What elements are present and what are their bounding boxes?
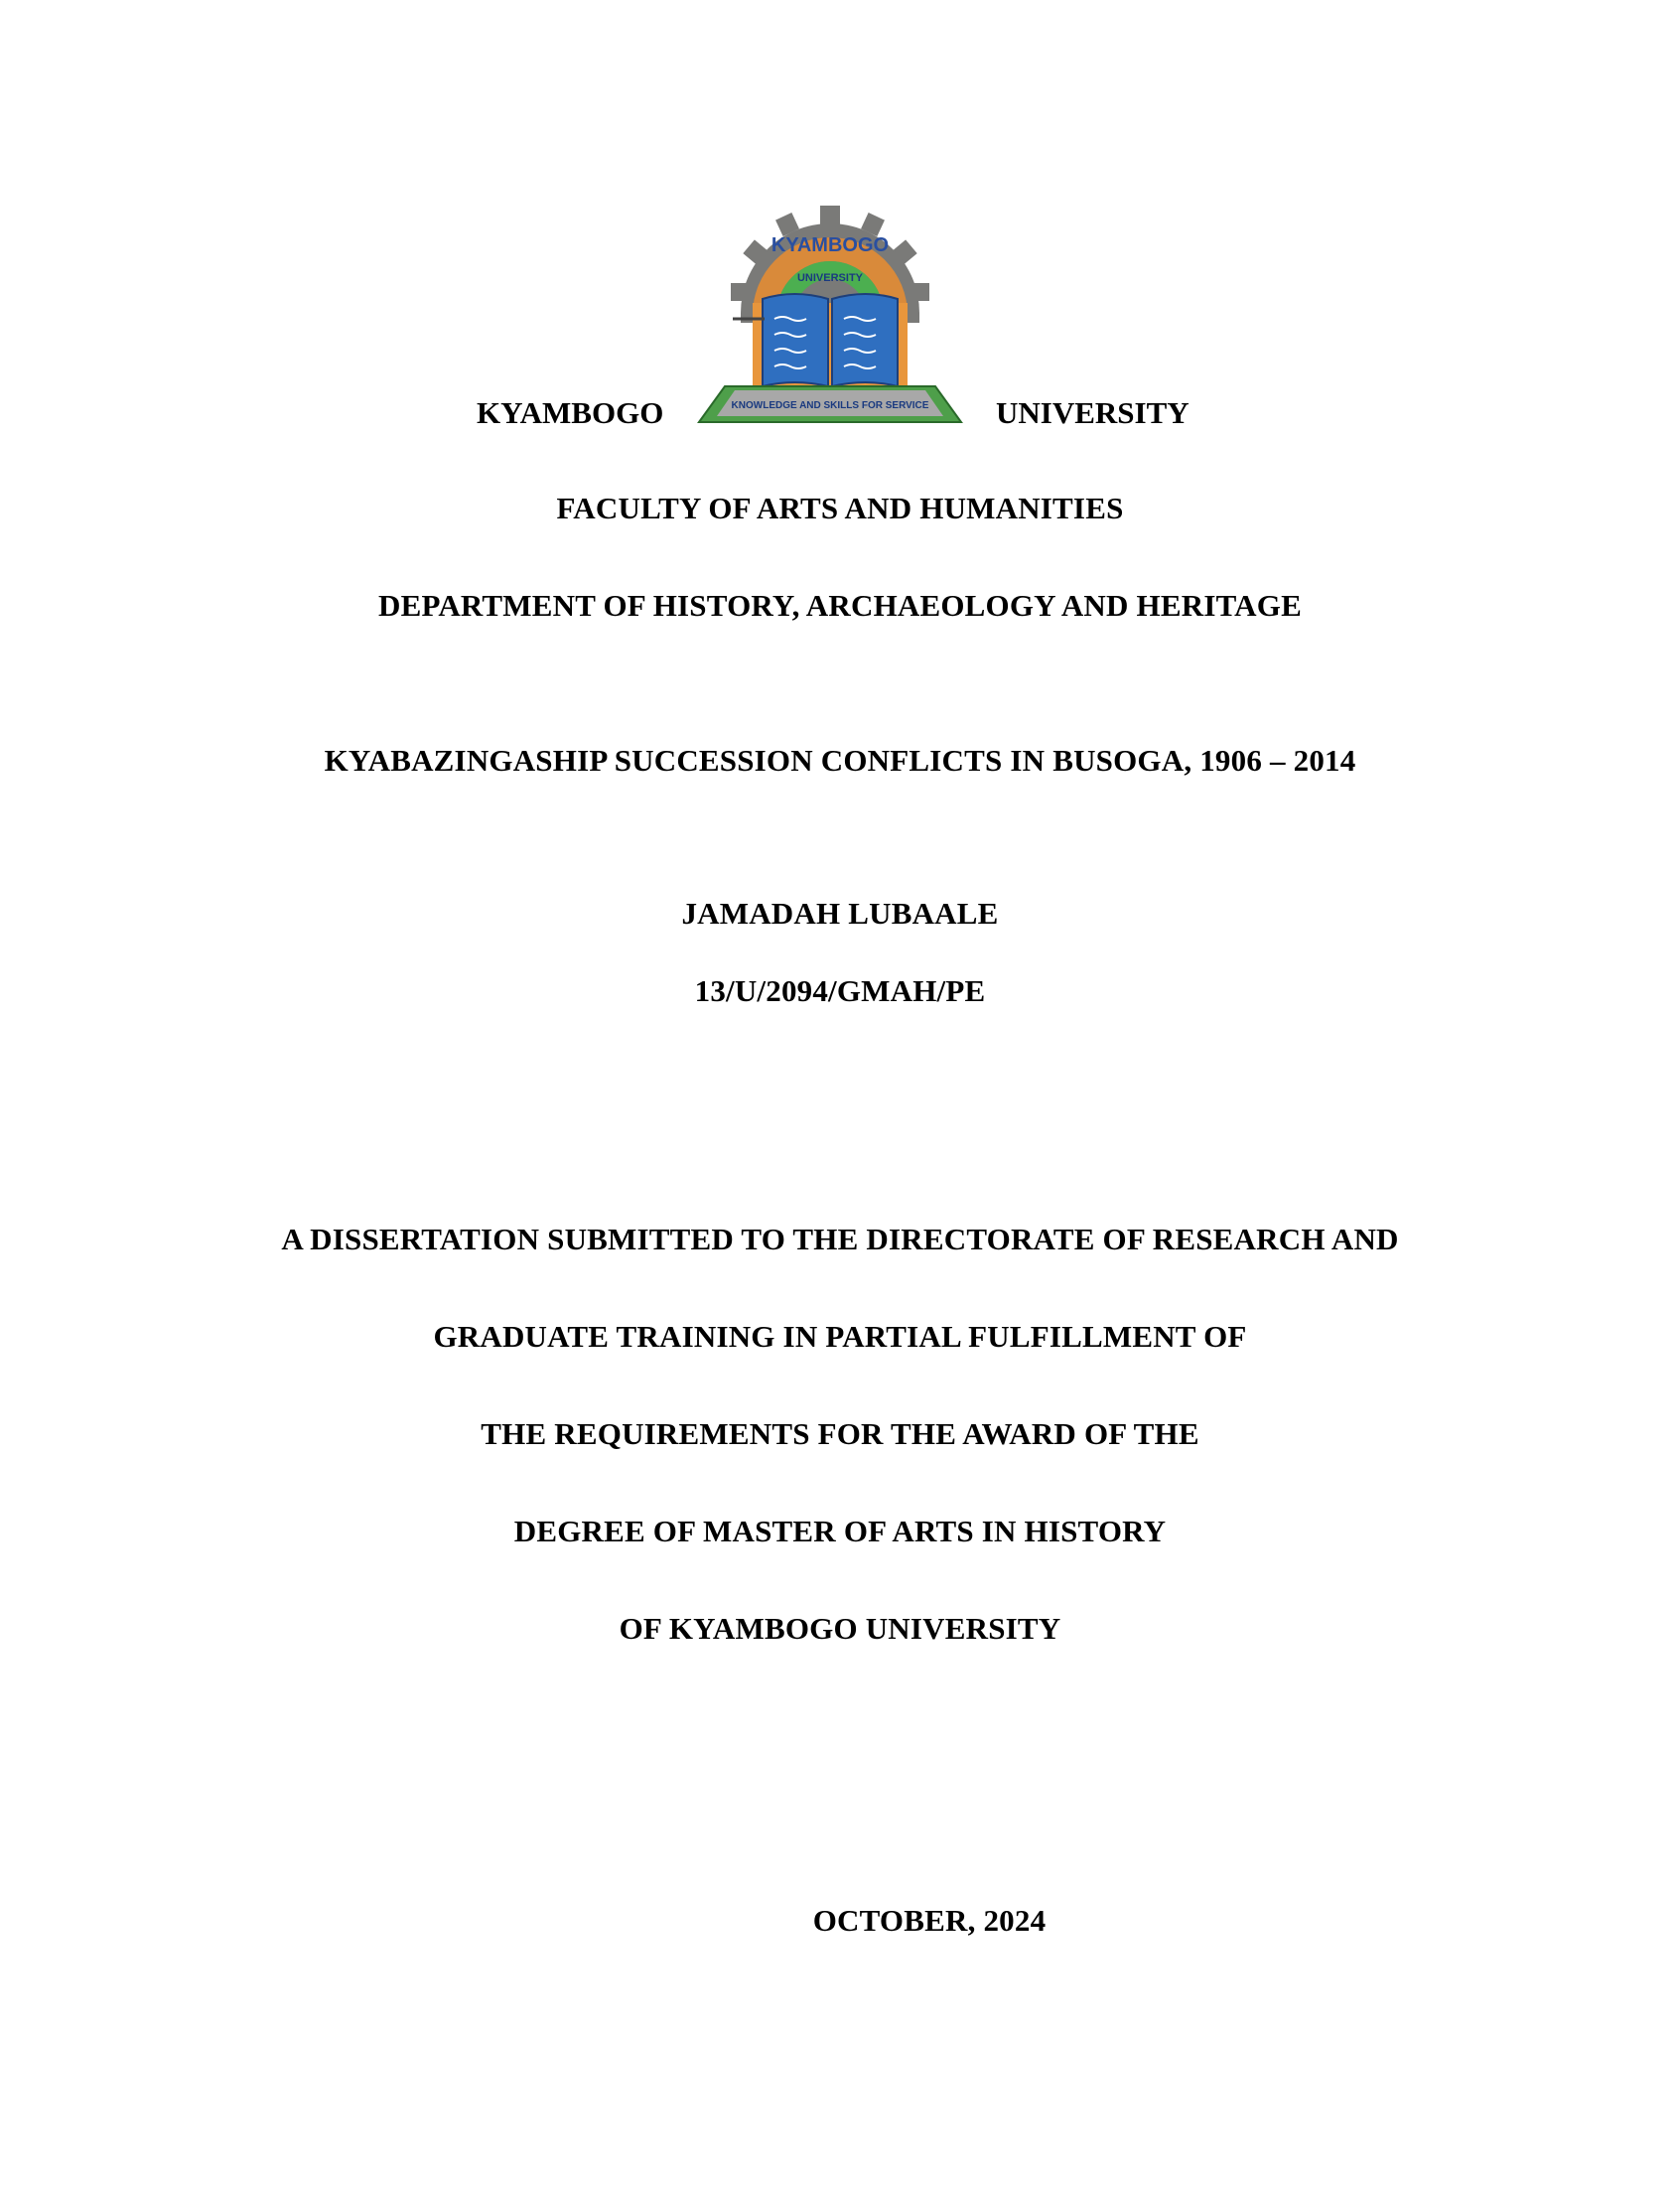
logo-motto: KNOWLEDGE AND SKILLS FOR SERVICE xyxy=(731,400,929,411)
university-name-right: UNIVERSITY xyxy=(996,395,1190,430)
university-logo xyxy=(695,204,965,428)
registration-number: 13/U/2094/GMAH/PE xyxy=(694,973,986,1008)
author-name: JAMADAH LUBAALE xyxy=(681,896,999,931)
department-name: DEPARTMENT OF HISTORY, ARCHAEOLOGY AND HERITAGE xyxy=(378,588,1302,623)
university-name-left: KYAMBOGO xyxy=(477,395,664,430)
submission-line-4: DEGREE OF MASTER OF ARTS IN HISTORY xyxy=(513,1514,1167,1548)
submission-line-1: A DISSERTATION SUBMITTED TO THE DIRECTORATE OF RESEARCH AND xyxy=(281,1222,1399,1256)
submission-line-3: THE REQUIREMENTS FOR THE AWARD OF THE xyxy=(481,1416,1199,1451)
faculty-name: FACULTY OF ARTS AND HUMANITIES xyxy=(556,491,1124,525)
dissertation-title: KYABAZINGASHIP SUCCESSION CONFLICTS IN BUSOGA, 1906 – 2014 xyxy=(324,743,1356,778)
logo-arc-text: KYAMBOGO xyxy=(770,234,890,256)
logo-graphic xyxy=(695,204,965,428)
submission-date: OCTOBER, 2024 xyxy=(812,1903,1047,1938)
logo-inner-arc-text: UNIVERSITY xyxy=(796,272,864,284)
submission-line-2: GRADUATE TRAINING IN PARTIAL FULFILLMENT OF xyxy=(433,1319,1247,1354)
submission-line-5: OF KYAMBOGO UNIVERSITY xyxy=(619,1611,1061,1646)
